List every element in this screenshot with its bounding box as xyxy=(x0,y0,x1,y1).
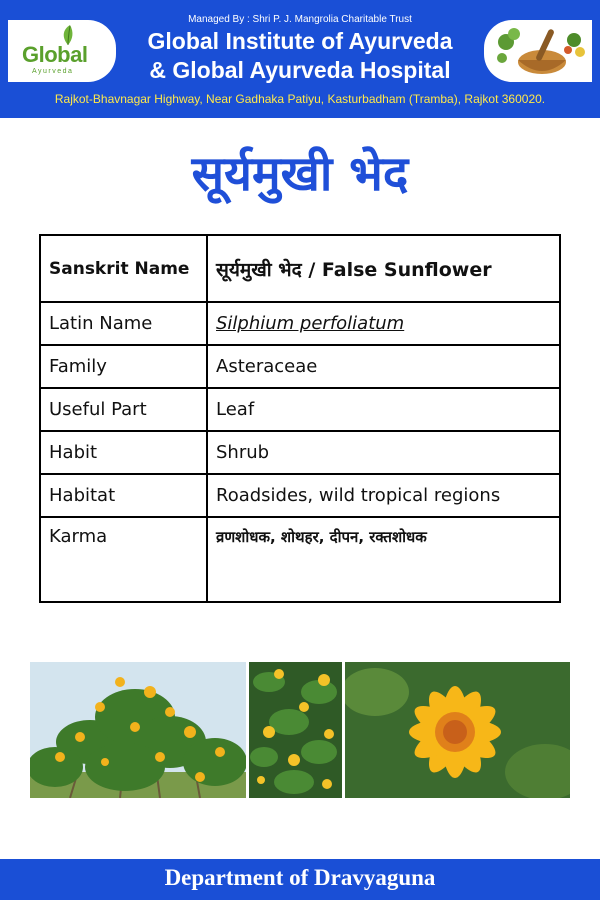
table-row xyxy=(40,517,560,602)
institute-name: Global Institute of Ayurveda xyxy=(147,28,453,54)
row-label-habitat: Habitat xyxy=(40,474,207,517)
plant-shrub-photo xyxy=(30,662,246,798)
managed-by-text: Managed By : Shri P. J. Mangrolia Charitable Trust xyxy=(188,14,412,25)
table-row xyxy=(40,345,560,388)
plant-info-table xyxy=(39,234,561,603)
row-value-family: Asteraceae xyxy=(207,345,560,388)
row-value-useful-part: Leaf xyxy=(207,388,560,431)
row-label-latin-name: Latin Name xyxy=(40,302,207,345)
footer-banner xyxy=(0,859,600,900)
flower-closeup-photo xyxy=(345,662,570,798)
row-label-useful-part: Useful Part xyxy=(40,388,207,431)
table-row xyxy=(40,302,560,345)
row-value-habitat: Roadsides, wild tropical regions xyxy=(207,474,560,517)
herbs-mortar-image xyxy=(484,20,592,82)
row-label-habit: Habit xyxy=(40,431,207,474)
logo-text: Global xyxy=(22,42,88,67)
institute-address: Rajkot-Bhavnagar Highway, Near Gadhaka Patiyu, Kasturbadham (Tramba), Rajkot 360020. xyxy=(54,92,546,106)
table-row xyxy=(40,474,560,517)
row-value-habit: Shrub xyxy=(207,431,560,474)
plant-leaves-photo xyxy=(249,662,342,798)
row-value-karma: व्रणशोधक, शोथहर, दीपन, रक्तशोधक xyxy=(216,528,427,546)
hospital-name: & Global Ayurveda Hospital xyxy=(149,57,451,83)
logo-subtext: Ayurveda xyxy=(32,68,74,75)
row-label-sanskrit-name: Sanskrit Name xyxy=(40,235,207,302)
header-banner xyxy=(0,0,600,118)
table-row xyxy=(40,388,560,431)
row-value-sanskrit-name: सूर्यमुखी भेद / False Sunflower xyxy=(207,235,560,302)
row-label-family: Family xyxy=(40,345,207,388)
table-row xyxy=(40,431,560,474)
page-title: सूर्यमुखी भेद xyxy=(191,146,409,202)
department-name: Department of Dravyaguna xyxy=(164,865,436,890)
row-value-latin-name: Silphium perfoliatum xyxy=(216,313,405,334)
row-label-karma: Karma xyxy=(40,517,207,602)
table-row xyxy=(40,235,560,302)
